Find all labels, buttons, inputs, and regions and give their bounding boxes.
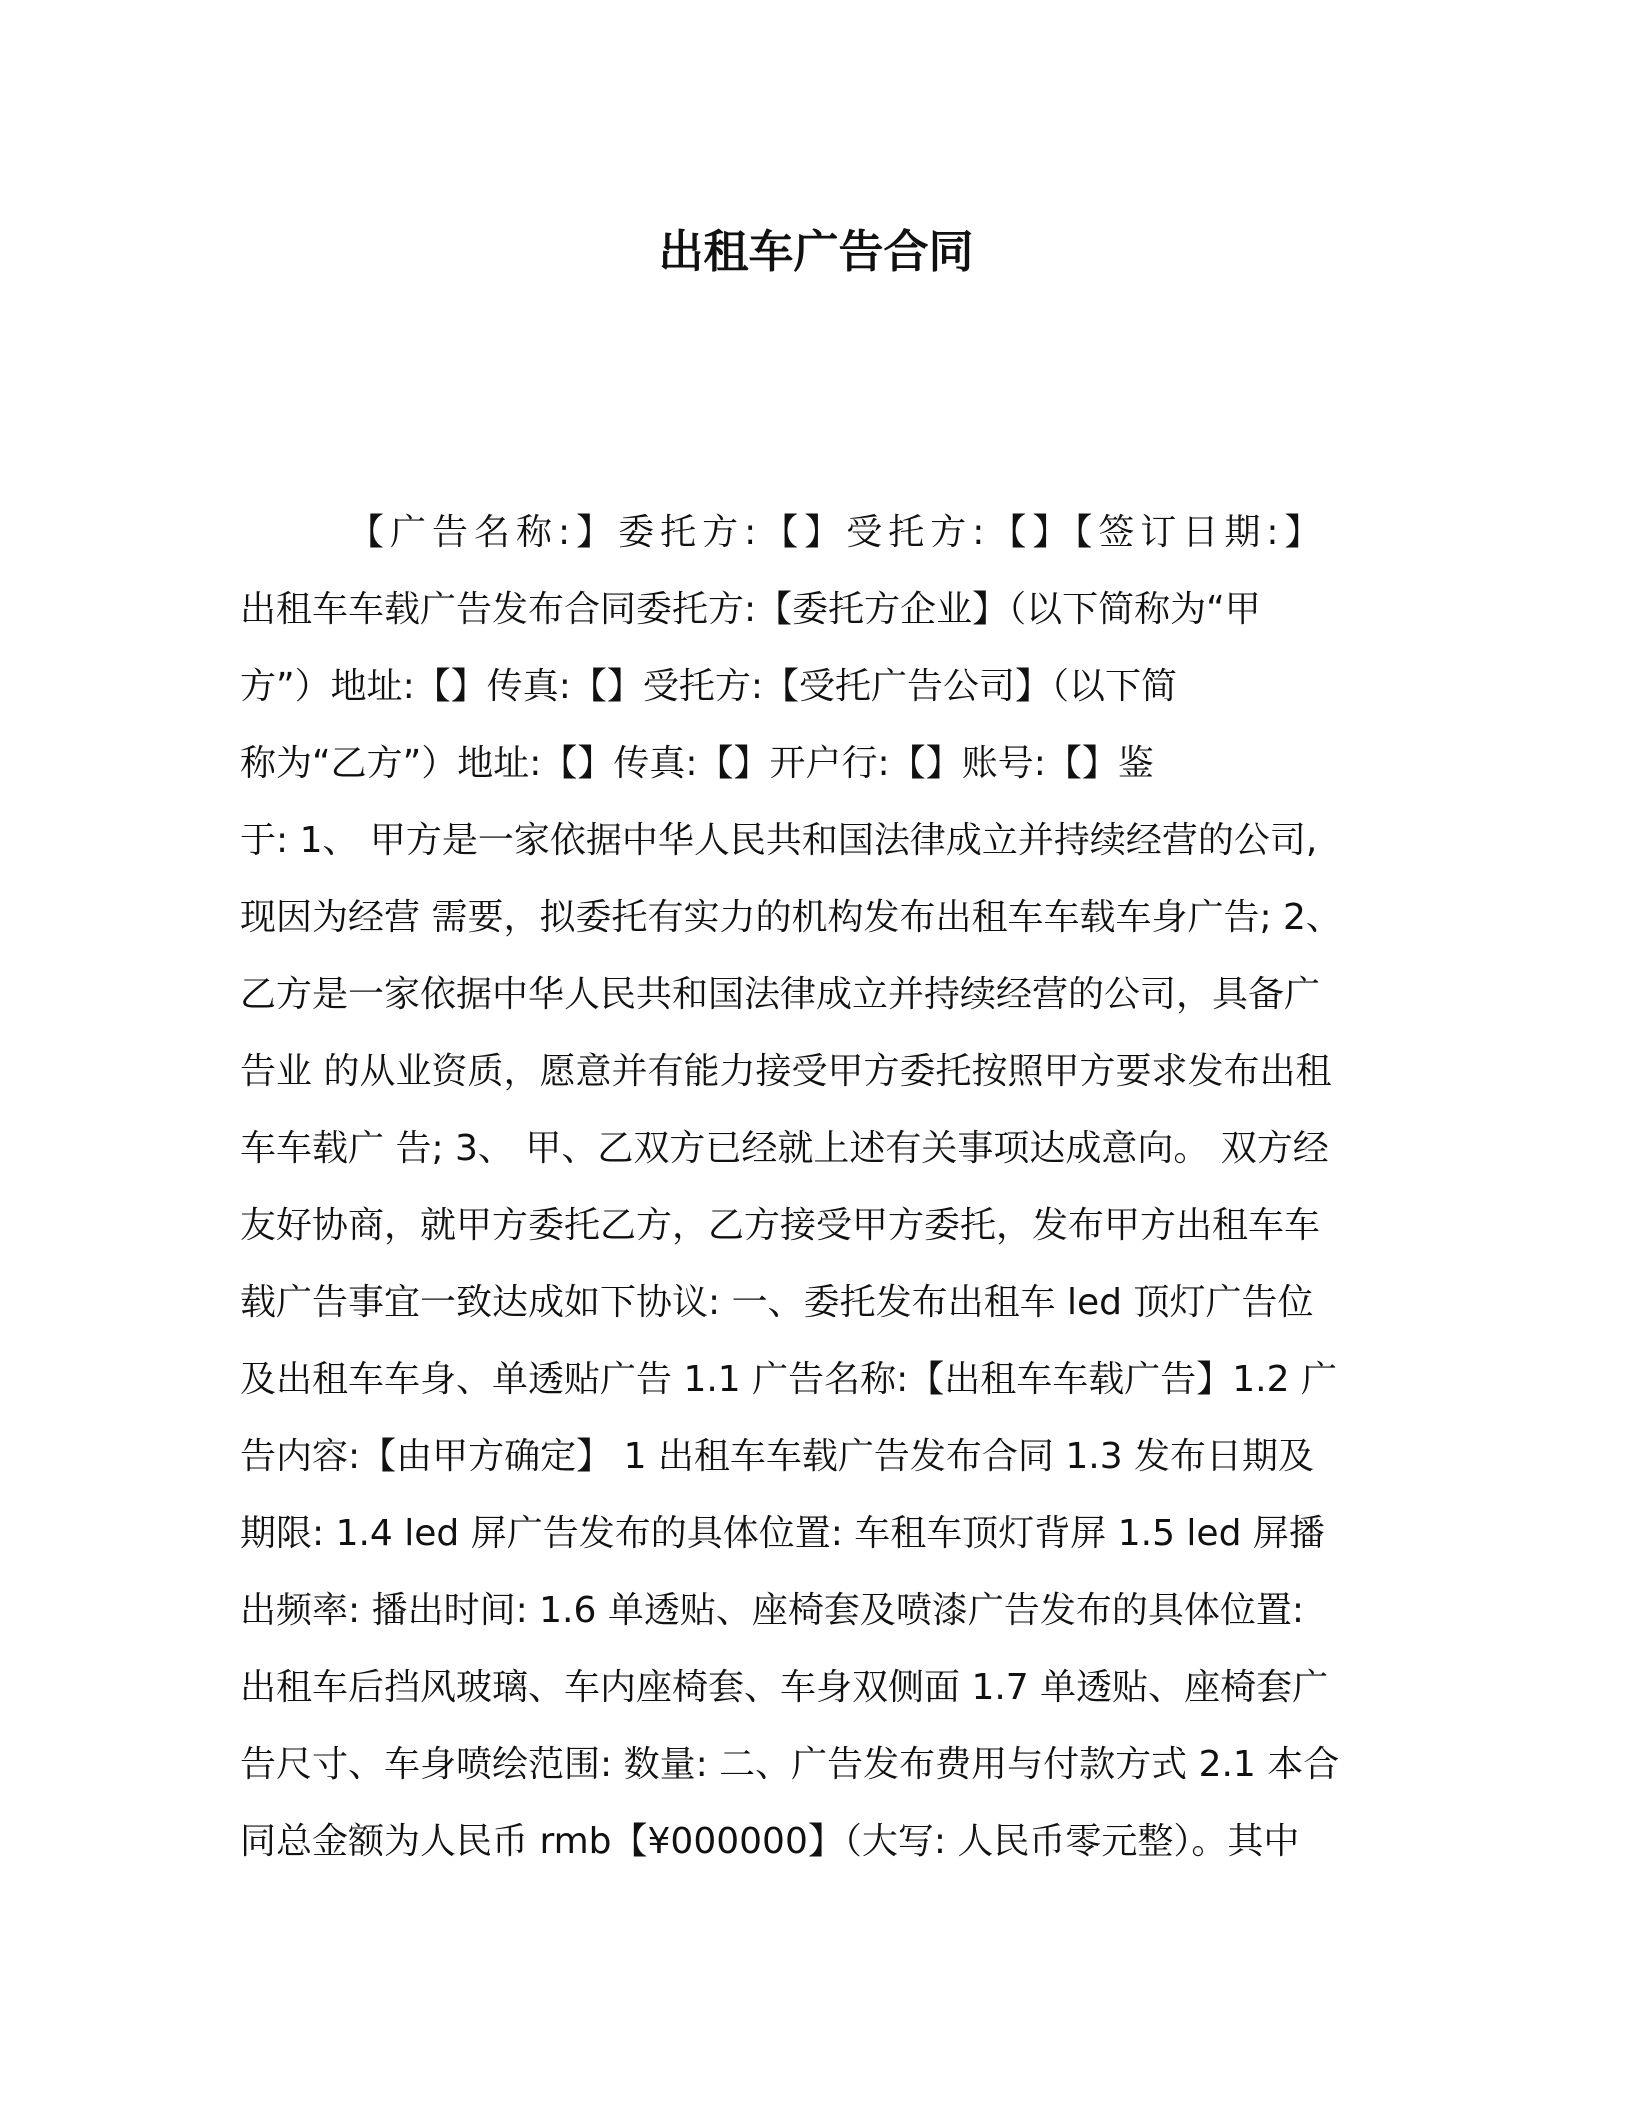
- body-line: 期限: 1.4 led 屏广告发布的具体位置: 车租车顶灯背屏 1.5 led 屏播: [240, 1513, 1325, 1554]
- body-line: 告业 的从业资质，愿意并有能力接受甲方委托按照甲方要求发布出租: [240, 1051, 1332, 1092]
- body-line: 载广告事宜一致达成如下协议: 一、委托发布出租车 led 顶灯广告位: [240, 1282, 1314, 1323]
- body-line: 出频率: 播出时间: 1.6 单透贴、座椅套及喷漆广告发布的具体位置:: [240, 1590, 1304, 1631]
- document-body: [240, 494, 1380, 1880]
- body-line: 于: 1、 甲方是一家依据中华人民共和国法律成立并持续经营的公司,: [240, 820, 1318, 861]
- body-line: 乙方是一家依据中华人民共和国法律成立并持续经营的公司，具备广: [240, 974, 1321, 1015]
- body-line: 称为“乙方”）地址:【】传真:【】开户行:【】账号:【】鉴: [240, 743, 1154, 784]
- body-line: 现因为经营 需要，拟委托有实力的机构发布出租车车载车身广告; 2、: [240, 897, 1342, 938]
- document-title: 出租车广告合同: [658, 225, 974, 278]
- body-line: 告内容:【由甲方确定】 1 出租车车载广告发布合同 1.3 发布日期及: [240, 1436, 1315, 1477]
- body-line: 【广告名称:】委托方:【】受托方:【】【签订日期:】: [348, 512, 1327, 553]
- body-line: 告尺寸、车身喷绘范围: 数量: 二、广告发布费用与付款方式 2.1 本合: [240, 1744, 1340, 1785]
- body-line: 及出租车车身、单透贴广告 1.1 广告名称:【出租车车载广告】1.2 广: [240, 1359, 1337, 1400]
- body-line: 出租车后挡风玻璃、车内座椅套、车身双侧面 1.7 单透贴、座椅套广: [240, 1667, 1329, 1708]
- body-line: 车车载广 告; 3、 甲、乙双方已经就上述有关事项达成意向。 双方经: [240, 1128, 1329, 1169]
- body-line: 同总金额为人民币 rmb【¥000000】（大写: 人民币零元整）。其中: [240, 1821, 1300, 1862]
- body-line: 出租车车载广告发布合同委托方:【委托方企业】（以下简称为“甲: [240, 589, 1261, 630]
- body-line: 方”）地址:【】传真:【】受托方:【受托广告公司】（以下简: [240, 666, 1178, 707]
- body-line: 友好协商，就甲方委托乙方，乙方接受甲方委托，发布甲方出租车车: [240, 1205, 1321, 1246]
